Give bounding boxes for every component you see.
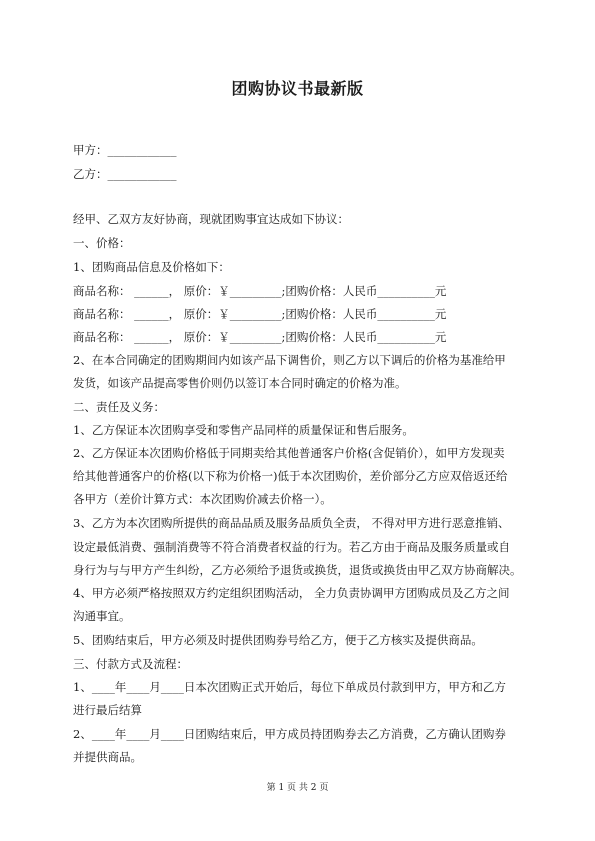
product-line-1: 商品名称： ______， 原价：￥_________;团购价格：人民币__________元: [73, 284, 447, 298]
section-heading-payment: 三、付款方式及流程：: [73, 657, 188, 671]
product-line-2: 商品名称： ______， 原价：￥_________;团购价格：人民币__________元: [73, 307, 447, 321]
page-number-footer: 第 1 页 共 2 页: [266, 783, 329, 793]
party-b-line: 乙方：____________: [73, 167, 177, 181]
duty-clause-3-line-3: 身行为与与甲方产生纠纷，乙方必须给予退货或换货，退货或换货由甲乙双方协商解决。: [73, 563, 522, 577]
duty-clause-2-line-1: 2、乙方保证本次团购价格低于同期卖给其他普通客户价格(含促销价），如甲方发现卖: [73, 446, 505, 460]
payment-clause-2-line-2: 并提供商品。: [73, 750, 142, 764]
duty-clause-3-line-2: 设定最低消费、强制消费等不符合消费者权益的行为。若乙方由于商品及服务质量或自: [73, 540, 510, 554]
product-line-3: 商品名称： ______， 原价：￥_________;团购价格：人民币__________元: [73, 330, 447, 344]
duty-clause-1: 1、乙方保证本次团购享受和零售产品同样的质量保证和售后服务。: [73, 423, 414, 437]
payment-clause-1-line-1: 1、____年____月____日本次团购正式开始后，每位下单成员付款到甲方，甲方和乙方: [73, 680, 506, 694]
price-clause-2-line-2: 发货，如该产品提高零售价则仍以签订本合同时确定的价格为准。: [73, 376, 407, 390]
duty-clause-4-line-1: 4、甲方必须严格按照双方约定组织团购活动， 全力负责协调甲方团购成员及乙方之间: [73, 586, 510, 600]
price-clause-1: 1、团购商品信息及价格如下：: [73, 260, 230, 274]
duty-clause-2-line-3: 各甲方（差价计算方式：本次团购价减去价格一）。: [73, 492, 332, 506]
price-clause-2-line-1: 2、在本合同确定的团购期间内如该产品下调售价，则乙方以下调后的价格为基准给甲: [73, 353, 506, 367]
duty-clause-4-line-2: 沟通事宜。: [73, 609, 131, 623]
duty-clause-5: 5、团购结束后，甲方必须及时提供团购券号给乙方，便于乙方核实及提供商品。: [73, 633, 483, 647]
intro-line: 经甲、乙双方友好协商，现就团购事宜达成如下协议：: [73, 212, 349, 226]
duty-clause-2-line-2: 给其他普通客户的价格(以下称为价格一)低于本次团购价，差价部分乙方应双倍返还给: [73, 469, 508, 483]
duty-clause-3-line-1: 3、乙方为本次团购所提供的商品品质及服务品质负全责， 不得对甲方进行恶意推销、: [73, 516, 510, 530]
party-a-line: 甲方：____________: [73, 143, 177, 157]
section-heading-duties: 二、责任及义务：: [73, 400, 165, 414]
document-title: 团购协议书最新版: [231, 79, 364, 98]
payment-clause-2-line-1: 2、____年____月____日团购结束后，甲方成员持团购券去乙方消费，乙方确认团购券: [73, 727, 506, 741]
payment-clause-1-line-2: 进行最后结算: [73, 703, 142, 717]
section-heading-price: 一、价格：: [73, 236, 131, 250]
